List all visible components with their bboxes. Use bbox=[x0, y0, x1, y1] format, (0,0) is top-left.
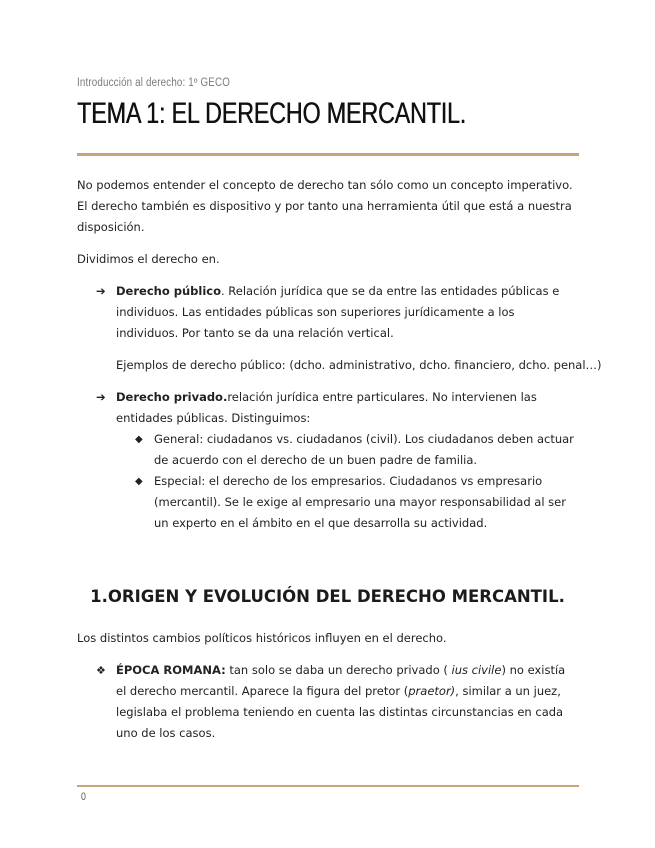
section-intro bbox=[77, 628, 577, 649]
sub-item-text: Especial: el derecho de los empresarios. Ciudadanos vs empresario (mercantil). Se le exige al empresario una mayor responsabilidad al ser un experto en el ámbito en el que desarrolla su actividad. bbox=[154, 474, 566, 530]
examples-line: Ejemplos de derecho público: (dcho. administrativo, dcho. financiero, dcho. penal…) bbox=[116, 358, 602, 372]
sub-item-general bbox=[135, 429, 578, 471]
document-subtitle: Introducción al derecho: 1º GECO bbox=[77, 77, 230, 89]
arrow-bullet-icon: ➔ bbox=[96, 390, 106, 404]
sub-item-especial bbox=[135, 471, 578, 534]
section-intro-text: Los distintos cambios políticos históricos influyen en el derecho. bbox=[77, 631, 447, 645]
divide-paragraph bbox=[77, 249, 577, 270]
bullet-text: relación jurídica entre particulares. No intervienen las entidades públicas. Distinguimos: bbox=[116, 390, 537, 425]
bullet-text: ) no existía el derecho mercantil. Aparece la figura del pretor ( bbox=[116, 663, 566, 698]
italic-term: praetor) bbox=[408, 684, 456, 698]
footer-divider bbox=[77, 785, 579, 787]
bullet-content bbox=[116, 281, 578, 344]
bullet-text: tan solo se daba un derecho privado ( bbox=[225, 663, 452, 677]
arrow-bullet-icon: ➔ bbox=[96, 284, 106, 298]
fleuron-bullet-icon: ❖ bbox=[96, 664, 106, 677]
header-divider bbox=[77, 153, 579, 156]
bullet-term: Derecho público bbox=[116, 284, 221, 298]
diamond-bullet-icon: ◆ bbox=[135, 476, 143, 487]
bullet-derecho-publico bbox=[96, 281, 578, 344]
bullet-content bbox=[116, 387, 578, 429]
bullet-content bbox=[116, 660, 578, 744]
intro-text: No podemos entender el concepto de derecho tan sólo como un concepto imperativo. El derecho también es dispositivo y por tanto una herramienta útil que está a nuestra disposición. bbox=[77, 178, 573, 234]
bullet-epoca-romana bbox=[96, 660, 578, 744]
section-heading: 1.ORIGEN Y EVOLUCIÓN DEL DERECHO MERCANTIL. bbox=[90, 587, 565, 606]
bullet-derecho-privado bbox=[96, 387, 578, 534]
sub-item-text: General: ciudadanos vs. ciudadanos (civil). Los ciudadanos deben actuar de acuerdo con el derecho de un buen padre de familia. bbox=[154, 432, 574, 467]
divide-text: Dividimos el derecho en. bbox=[77, 252, 220, 266]
page-number: 0 bbox=[81, 791, 86, 803]
italic-term: ius civile bbox=[451, 663, 502, 677]
bullet-text: . Relación jurídica que se da entre las entidades públicas e individuos. Las entidades públicas son superiores jurídicamente a los individuos. Por tanto se da una relación vertical. bbox=[116, 284, 560, 340]
bullet-term: Derecho privado. bbox=[116, 390, 228, 404]
diamond-bullet-icon: ◆ bbox=[135, 434, 143, 445]
bullet-text: , similar a un juez, legislaba el problema teniendo en cuenta las distintas circunstancias en cada uno de los casos. bbox=[116, 684, 564, 740]
intro-paragraph bbox=[77, 175, 577, 238]
bullet-term: ÉPOCA ROMANA: bbox=[116, 663, 226, 677]
page-title: TEMA 1: EL DERECHO MERCANTIL. bbox=[77, 97, 466, 130]
